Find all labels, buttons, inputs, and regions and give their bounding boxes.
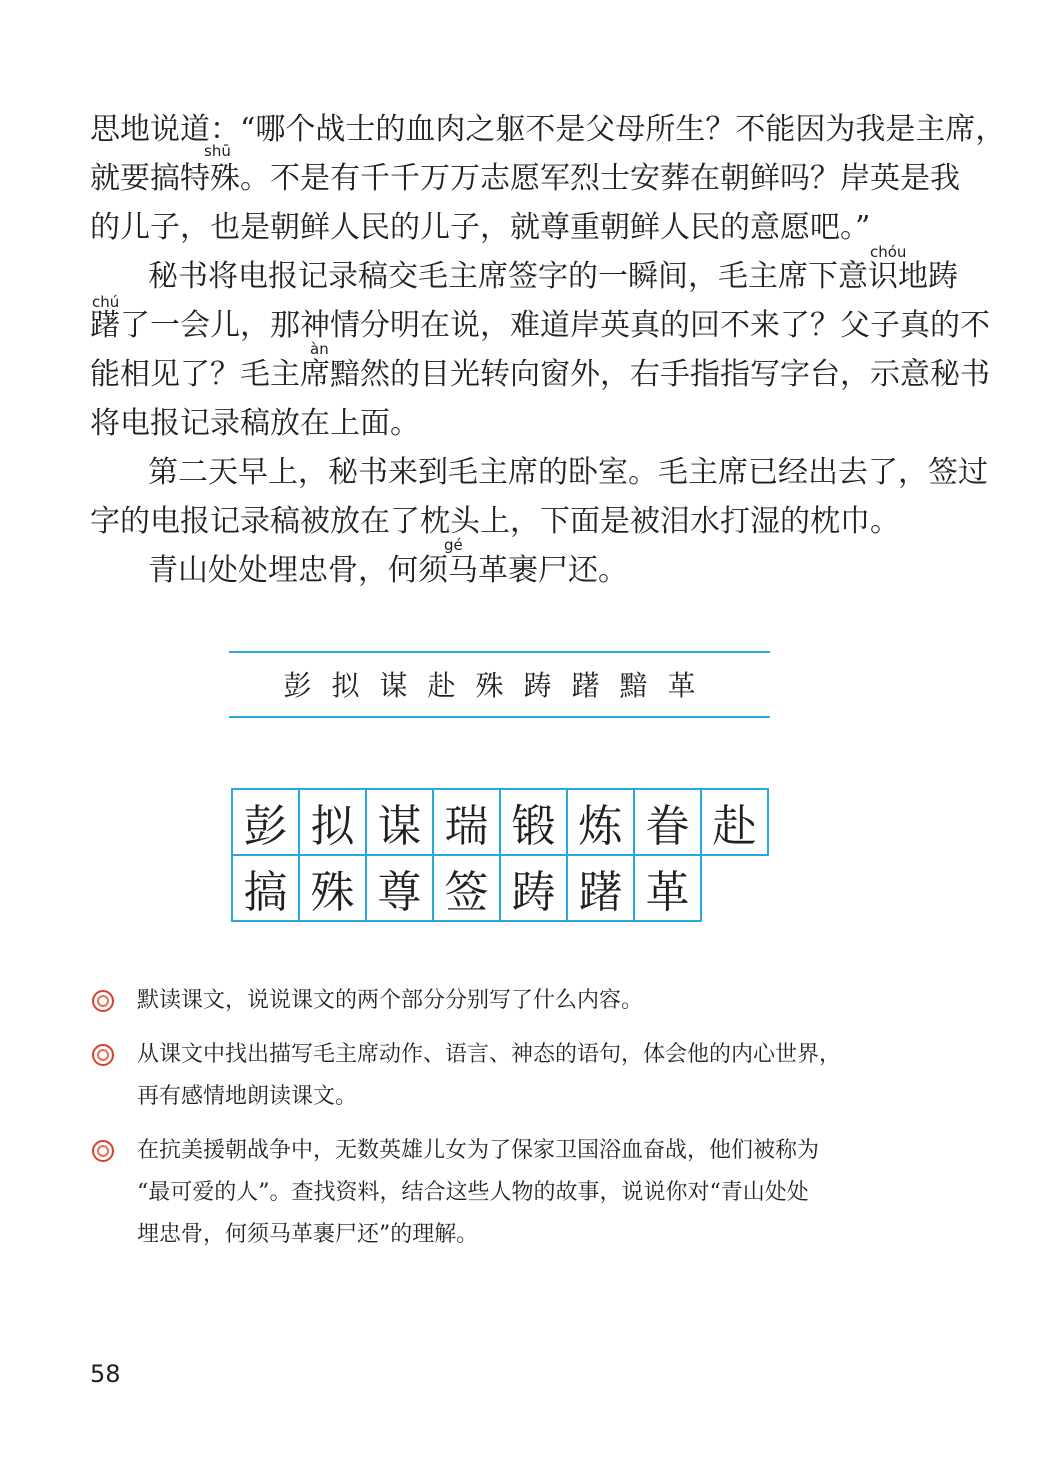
exercise-circle-icon xyxy=(92,990,114,1012)
text-line-3: 的儿子，也是朝鲜人民的儿子，就尊重朝鲜人民的意愿吧。” xyxy=(90,210,871,245)
word-list-bottom-rule xyxy=(229,716,770,718)
text-line-6: 能相见了？毛主席黯然的目光转向窗外，右手指指写字台，示意秘书 xyxy=(90,357,990,392)
exercise-3-line-3: 埋忠骨，何须马革裹尸还”的理解。 xyxy=(137,1222,479,1247)
text-line-2: 就要搞特殊。不是有千千万万志愿军烈士安葬在朝鲜吗？岸英是我 xyxy=(90,161,960,196)
pinyin-shu: shū xyxy=(204,142,231,160)
grid-char: 拟 xyxy=(298,788,367,856)
pinyin-an: àn xyxy=(310,340,329,358)
grid-char: 殊 xyxy=(298,854,367,922)
text-line-9: 字的电报记录稿被放在了枕头上，下面是被泪水打湿的枕巾。 xyxy=(90,504,900,539)
grid-char: 革 xyxy=(633,854,702,922)
grid-char: 躇 xyxy=(566,854,635,922)
grid-char: 炼 xyxy=(566,788,635,856)
grid-char: 眷 xyxy=(633,788,702,856)
grid-char: 踌 xyxy=(499,854,568,922)
grid-char: 瑞 xyxy=(432,788,501,856)
exercise-circle-icon xyxy=(92,1140,114,1162)
grid-char: 尊 xyxy=(365,854,434,922)
pinyin-chou: chóu xyxy=(870,243,907,261)
word-list: 彭拟谋赴殊踌躇黯革 xyxy=(283,669,716,702)
exercise-2-line-2: 再有感情地朗读课文。 xyxy=(137,1084,358,1109)
word-list-top-rule xyxy=(229,651,770,653)
text-line-5: 躇了一会儿，那神情分明在说，难道岸英真的回不来了？父子真的不 xyxy=(90,308,990,343)
exercise-3-line-1: 在抗美援朝战争中，无数英雄儿女为了保家卫国浴血奋战，他们被称为 xyxy=(137,1138,820,1163)
pinyin-chu: chú xyxy=(92,293,120,311)
grid-char: 锻 xyxy=(499,788,568,856)
exercise-3-line-2: “最可爱的人”。查找资料，结合这些人物的故事，说说你对“青山处处 xyxy=(137,1180,809,1205)
text-line-7: 将电报记录稿放在上面。 xyxy=(90,406,420,441)
writing-grid-row-2 xyxy=(231,854,702,922)
pinyin-ge: gé xyxy=(444,536,463,554)
text-line-1: 思地说道：“哪个战士的血肉之躯不是父母所生？不能因为我是主席， xyxy=(90,112,1006,147)
exercise-2-line-1: 从课文中找出描写毛主席动作、语言、神态的语句，体会他的内心世界， xyxy=(137,1042,842,1067)
grid-char: 赴 xyxy=(700,788,769,856)
grid-char: 搞 xyxy=(231,854,300,922)
grid-char: 彭 xyxy=(231,788,300,856)
grid-char: 签 xyxy=(432,854,501,922)
text-line-8: 第二天早上，秘书来到毛主席的卧室。毛主席已经出去了，签过 xyxy=(148,455,988,490)
page-number: 58 xyxy=(90,1360,121,1388)
writing-grid-row-1 xyxy=(231,788,769,856)
grid-char: 谋 xyxy=(365,788,434,856)
text-line-4: 秘书将电报记录稿交毛主席签字的一瞬间，毛主席下意识地踌 xyxy=(148,259,958,294)
exercise-circle-icon xyxy=(92,1044,114,1066)
text-line-10: 青山处处埋忠骨，何须马革裹尸还。 xyxy=(148,553,628,588)
exercise-1-line-1: 默读课文，说说课文的两个部分分别写了什么内容。 xyxy=(137,988,644,1013)
